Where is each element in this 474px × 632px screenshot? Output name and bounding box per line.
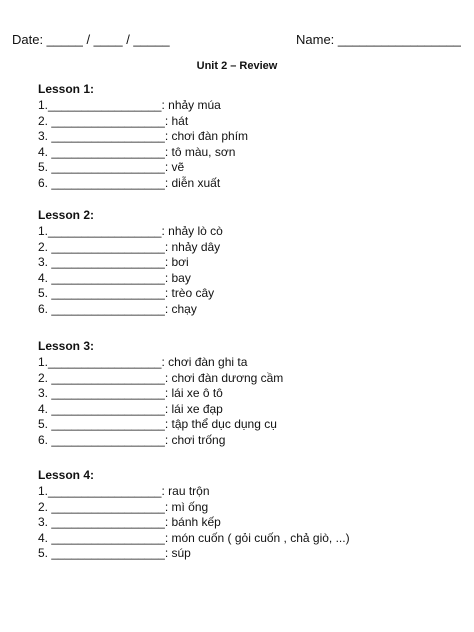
list-item (38, 176, 458, 192)
item-number: 1. (38, 98, 49, 112)
answer-blank: _________________ (51, 386, 165, 401)
lesson-title: Lesson 3: (38, 339, 95, 353)
answer-blank: _________________ (48, 98, 162, 112)
lesson-3-section (38, 339, 458, 449)
answer-blank: _________________ (51, 113, 165, 128)
answer-blank: _________________ (51, 175, 165, 190)
item-number: 2. (38, 370, 52, 385)
answer-blank: _________________ (51, 144, 165, 159)
item-number: 4. (38, 401, 52, 416)
list-item (38, 255, 458, 271)
answer-blank: _________________ (51, 530, 165, 545)
lesson-title: Lesson 1: (38, 82, 95, 96)
item-number: 4. (38, 270, 52, 285)
lesson-2-section (38, 208, 458, 318)
vocab-word: : tô màu, sơn (164, 144, 236, 159)
worksheet-header (12, 32, 461, 48)
list-item (38, 500, 458, 516)
list-item (38, 417, 458, 433)
list-item (38, 286, 458, 302)
vocab-word: : bay (164, 270, 191, 285)
vocab-word: : trèo cây (164, 286, 215, 301)
vocab-word: : món cuốn ( gỏi cuốn , chả giò, ...) (164, 530, 350, 545)
vocab-word: : bơi (164, 255, 189, 270)
name-field: Name: _________________ (296, 32, 461, 47)
vocab-word: : chơi đàn ghi ta (161, 355, 248, 369)
list-item (38, 433, 458, 449)
list-item (38, 98, 458, 114)
vocab-word: : lái xe ô tô (164, 386, 223, 401)
item-number: 5. (38, 546, 52, 561)
answer-blank: _________________ (48, 224, 162, 238)
vocab-word: : chơi đàn phím (164, 129, 249, 144)
lesson-title: Lesson 2: (38, 208, 95, 222)
answer-blank: _________________ (51, 129, 165, 144)
item-number: 3. (38, 129, 52, 144)
list-item (38, 114, 458, 130)
vocab-word: : súp (164, 546, 191, 561)
item-number: 3. (38, 386, 52, 401)
answer-blank: _________________ (51, 301, 165, 316)
vocab-word: : nhảy múa (161, 98, 221, 112)
vocab-word: : diễn xuất (164, 175, 221, 190)
list-item (38, 145, 458, 161)
list-item (38, 386, 458, 402)
answer-blank: _________________ (51, 286, 165, 301)
list-item (38, 515, 458, 531)
answer-blank: _________________ (51, 270, 165, 285)
vocab-word: : lái xe đạp (164, 401, 223, 416)
item-number: 1. (38, 355, 49, 369)
answer-blank: _________________ (51, 515, 165, 530)
item-number: 2. (38, 113, 52, 128)
vocab-word: : chơi trống (164, 432, 226, 447)
vocab-word: : vẽ (164, 160, 185, 175)
item-number: 6. (38, 432, 52, 447)
date-field: Date: _____ / ____ / _____ (12, 32, 170, 47)
answer-blank: _________________ (51, 255, 165, 270)
item-number: 3. (38, 515, 52, 530)
vocab-word: : rau trộn (161, 484, 210, 498)
lesson-1-section (38, 82, 458, 192)
page-title: Unit 2 – Review (196, 60, 278, 72)
answer-blank: _________________ (51, 499, 165, 514)
answer-blank: _________________ (51, 401, 165, 416)
lesson-title: Lesson 4: (38, 468, 95, 482)
list-item (38, 371, 458, 387)
answer-blank: _________________ (51, 432, 165, 447)
answer-blank: _________________ (48, 484, 162, 498)
vocab-word: : bánh kếp (164, 515, 221, 530)
list-item (38, 271, 458, 287)
list-item (38, 129, 458, 145)
lesson-4-section (38, 468, 458, 562)
vocab-word: : chạy (164, 301, 197, 316)
item-number: 6. (38, 175, 52, 190)
answer-blank: _________________ (51, 417, 165, 432)
vocab-word: : tập thể dục dụng cụ (164, 417, 277, 432)
item-number: 2. (38, 239, 52, 254)
list-item (38, 240, 458, 256)
item-number: 4. (38, 530, 52, 545)
answer-blank: _________________ (51, 370, 165, 385)
item-number: 5. (38, 160, 52, 175)
vocab-word: : mì ống (164, 499, 209, 514)
answer-blank: _________________ (48, 355, 162, 369)
answer-blank: _________________ (51, 160, 165, 175)
answer-blank: _________________ (51, 546, 165, 561)
item-number: 5. (38, 286, 52, 301)
item-number: 2. (38, 499, 52, 514)
list-item (38, 355, 458, 371)
vocab-word: : nhảy dây (164, 239, 221, 254)
answer-blank: _________________ (51, 239, 165, 254)
list-item (38, 484, 458, 500)
list-item (38, 402, 458, 418)
vocab-word: : hát (164, 113, 189, 128)
list-item (38, 531, 458, 547)
list-item (38, 224, 458, 240)
item-number: 1. (38, 224, 49, 238)
vocab-word: : chơi đàn dương cầm (164, 370, 284, 385)
item-number: 5. (38, 417, 52, 432)
list-item (38, 302, 458, 318)
list-item (38, 160, 458, 176)
item-number: 1. (38, 484, 49, 498)
vocab-word: : nhảy lò cò (161, 224, 223, 238)
item-number: 6. (38, 301, 52, 316)
item-number: 3. (38, 255, 52, 270)
list-item (38, 546, 458, 562)
item-number: 4. (38, 144, 52, 159)
